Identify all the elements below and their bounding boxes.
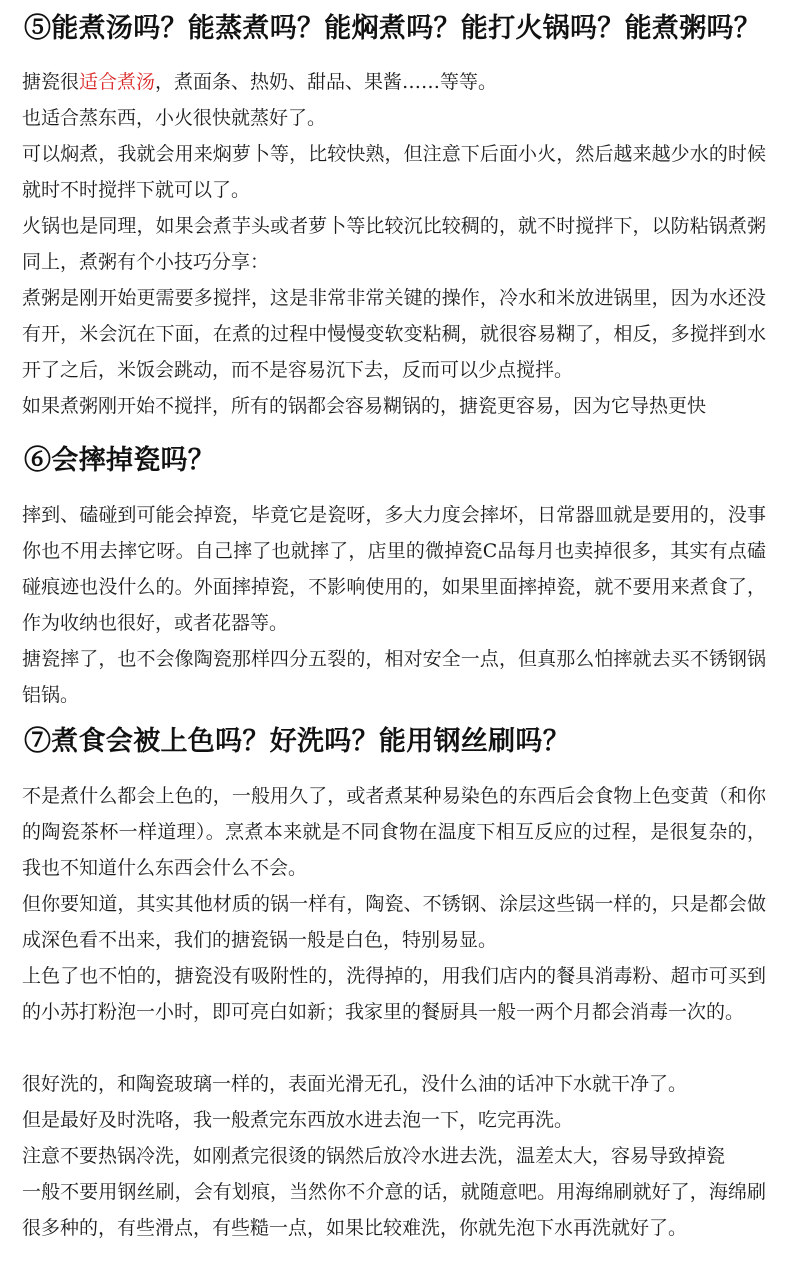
highlight-text: 适合煮汤 bbox=[79, 71, 156, 93]
section-6-paragraph-1: 摔到、磕碰到可能会掉瓷，毕竟它是瓷呀，多大力度会摔坏，日常器皿就是要用的，没事你也不用去摔它呀。自己摔了也就摔了，店里的微掉瓷C品每月也卖掉很多，其实有点磕碰痕迹也没什么的。外面摔掉瓷，不影响使用的，如果里面摔掉瓷，就不要用来煮食了，作为收纳也很好，或者花器等。 bbox=[22, 504, 766, 634]
section-5-paragraph-4: 火锅也是同理，如果会煮芋头或者萝卜等比较沉比较稠的，就不时搅拌下，以防粘锅煮粥同上，煮粥有个小技巧分享： bbox=[22, 215, 766, 273]
section-7-paragraph-1: 不是煮什么都会上色的，一般用久了，或者煮某种易染色的东西后会食物上色变黄（和你的陶瓷茶杯一样道理）。烹煮本来就是不同食物在温度下相互反应的过程，是很复杂的，我也不知道什么东西会什么不会。 bbox=[22, 785, 766, 879]
section-7-paragraph-5: 但是最好及时洗咯，我一般煮完东西放水进去泡一下，吃完再洗。 bbox=[22, 1109, 574, 1131]
section-5-heading: ⑤能煮汤吗？能蒸煮吗？能焖煮吗？能打火锅吗？能煮粥吗？ bbox=[24, 13, 762, 44]
section-5-paragraph-2: 也适合蒸东西，小火很快就蒸好了。 bbox=[22, 107, 327, 129]
p1-text-before: 搪瓷很 bbox=[22, 71, 80, 93]
section-7-paragraph-3: 上色了也不怕的，搪瓷没有吸附性的，洗得掉的，用我们店内的餐具消毒粉、超市可买到的小苏打粉泡一小时，即可亮白如新；我家里的餐厨具一般一两个月都会消毒一次的。 bbox=[22, 965, 766, 1023]
section-6-paragraph-2: 搪瓷摔了，也不会像陶瓷那样四分五裂的，相对安全一点，但真那么怕摔就去买不锈钢锅铝锅。 bbox=[22, 648, 766, 706]
section-7-paragraph-6: 注意不要热锅冷洗，如刚煮完很烫的锅然后放冷水进去洗，温差太大，容易导致掉瓷 bbox=[22, 1145, 726, 1167]
section-5-paragraph-1 bbox=[22, 64, 766, 100]
section-5-paragraph-3: 可以焖煮，我就会用来焖萝卜等，比较快熟，但注意下后面小火，然后越来越少水的时候就时不时搅拌下就可以了。 bbox=[22, 143, 766, 201]
section-7-heading: ⑦煮食会被上色吗？好洗吗？能用钢丝刷吗？ bbox=[24, 726, 570, 757]
section-6-heading: ⑥会摔掉瓷吗？ bbox=[24, 445, 216, 476]
section-7-paragraph-4: 很好洗的，和陶瓷玻璃一样的，表面光滑无孔，没什么油的话冲下水就干净了。 bbox=[22, 1073, 688, 1095]
section-7-paragraph-2: 但你要知道，其实其他材质的锅一样有，陶瓷、不锈钢、涂层这些锅一样的，只是都会做成深色看不出来，我们的搪瓷锅一般是白色，特别易显。 bbox=[22, 893, 766, 951]
section-5-paragraph-6: 如果煮粥刚开始不搅拌，所有的锅都会容易糊锅的，搪瓷更容易，因为它导热更快 bbox=[22, 395, 707, 417]
section-5-paragraph-5: 煮粥是刚开始更需要多搅拌，这是非常非常关键的操作，冷水和米放进锅里，因为水还没有开，米会沉在下面，在煮的过程中慢慢变软变粘稠，就很容易糊了，相反，多搅拌到水开了之后，米饭会跳动，而不是容易沉下去，反而可以少点搅拌。 bbox=[22, 287, 766, 381]
section-7-paragraph-7: 一般不要用钢丝刷，会有划痕，当然你不介意的话，就随意吧。用海绵刷就好了，海绵刷很多种的，有些滑点，有些糙一点，如果比较难洗，你就先泡下水再洗就好了。 bbox=[22, 1181, 766, 1239]
p1-text-after: ，煮面条、热奶、甜品、果酱……等等。 bbox=[155, 71, 498, 93]
